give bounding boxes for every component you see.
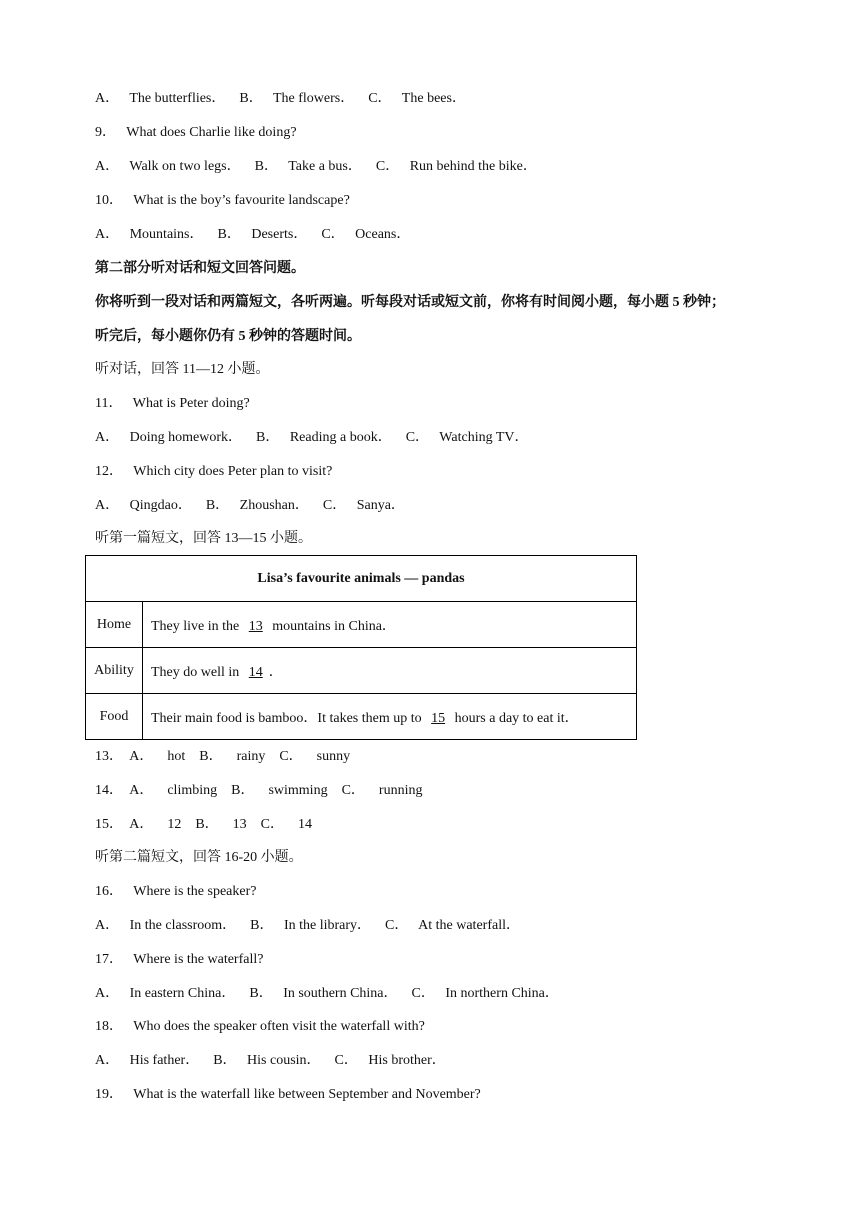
answer-options-18: A． His father． B． His cousin． C． His brother． — [95, 1053, 446, 1068]
row-content — [143, 648, 637, 694]
answer-options-14: 14． A． climbing B． swimming C． running — [95, 783, 423, 798]
question-18: 18． Who does the speaker often visit the waterfall with? — [95, 1019, 425, 1034]
instructions-line-2: 听完后，每小题你仍有 5 秒钟的答题时间。 — [95, 329, 361, 344]
question-17: 17． Where is the waterfall? — [95, 952, 264, 967]
question-19: 19． What is the waterfall like between September and November? — [95, 1087, 481, 1102]
blank-13: 13 — [248, 618, 263, 634]
part-2-heading: 第二部分听对话和短文回答问题。 — [95, 261, 305, 276]
table-row — [86, 694, 637, 740]
row-text: They live in the — [151, 618, 243, 634]
row-text: mountains in China． — [268, 618, 396, 634]
blank-15: 15 — [431, 710, 446, 726]
answer-options-15: 15． A． 12 B． 13 C． 14 — [95, 817, 313, 832]
row-text: hours a day to eat it． — [451, 710, 579, 726]
row-content — [143, 694, 637, 740]
answer-options-17: A． In eastern China． B． In southern China． C． In northern China． — [95, 986, 559, 1001]
question-10: 10． What is the boy’s favourite landscape? — [95, 193, 350, 208]
panda-info-table — [85, 555, 637, 740]
answer-options-10: A． Mountains． B． Deserts． C． Oceans． — [95, 227, 411, 242]
row-text: Their main food is bamboo．It takes them up to — [151, 710, 426, 726]
answer-options-8: A． The butterflies． B． The flowers． C． The bees． — [95, 91, 466, 106]
row-content — [143, 602, 637, 648]
question-9: 9． What does Charlie like doing? — [95, 125, 297, 140]
table-title: Lisa’s favourite animals — pandas — [86, 556, 637, 602]
row-label: Food — [86, 694, 143, 740]
question-11: 11． What is Peter doing? — [95, 396, 250, 411]
table-row — [86, 602, 637, 648]
row-text: ． — [268, 664, 283, 680]
question-16: 16． Where is the speaker? — [95, 884, 257, 899]
answer-options-9: A． Walk on two legs． B． Take a bus． C． Run behind the bike． — [95, 159, 537, 174]
table-header-row — [86, 556, 637, 602]
answer-options-12: A． Qingdao． B． Zhoushan． C． Sanya． — [95, 498, 405, 513]
row-label: Ability — [86, 648, 143, 694]
instructions-line-1: 你将听到一段对话和两篇短文，各听两遍。听每段对话或短文前，你将有时间阅小题，每小题 5 秒钟； — [95, 295, 725, 310]
blank-14: 14 — [248, 664, 263, 680]
dialogue-instruction: 听对话，回答 11—12 小题。 — [95, 362, 270, 377]
row-text: They do well in — [151, 664, 243, 680]
answer-options-16: A． In the classroom． B． In the library． C． At the waterfall． — [95, 918, 520, 933]
passage-1-instruction: 听第一篇短文，回答 13—15 小题。 — [95, 531, 312, 546]
passage-2-instruction: 听第二篇短文，回答 16-20 小题。 — [95, 850, 303, 865]
row-label: Home — [86, 602, 143, 648]
answer-options-13: 13． A． hot B． rainy C． sunny — [95, 749, 351, 764]
answer-options-11: A． Doing homework． B． Reading a book． C． Watching TV． — [95, 430, 529, 445]
table-row — [86, 648, 637, 694]
question-12: 12． Which city does Peter plan to visit? — [95, 464, 333, 479]
